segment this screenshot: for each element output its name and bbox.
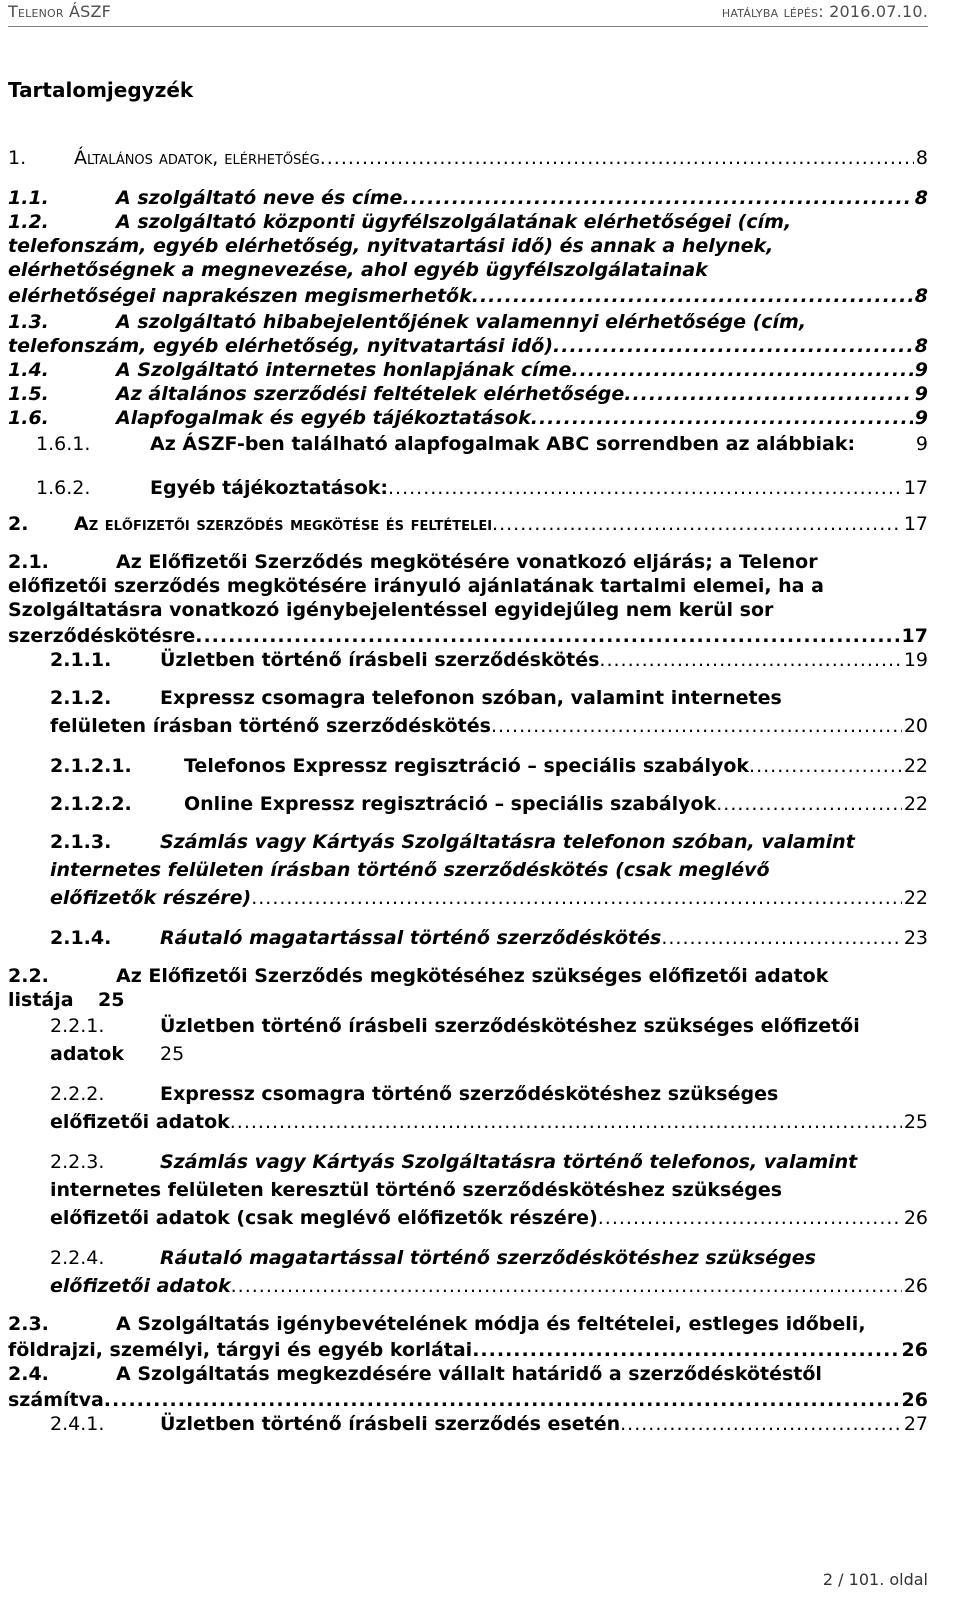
toc-entry-1-4[interactable]: 1.4. A Szolgáltató internetes honlapjának címe ..... 9 bbox=[8, 358, 928, 383]
toc-title: Tartalomjegyzék bbox=[8, 78, 194, 102]
toc-entry-2-4-1[interactable]: 2.4.1. Üzletben történő írásbeli szerződés esetén ..... 27 bbox=[50, 1412, 928, 1437]
toc-entry-2[interactable]: 2. Az előfizetői szerződés megkötése és feltételei ..... 17 bbox=[8, 512, 928, 537]
toc-entry-1-1[interactable]: 1.1. A szolgáltató neve és címe ..... 8 bbox=[8, 186, 928, 211]
toc-entry-1[interactable]: 1. Általános adatok, elérhetőség ..... 8 bbox=[8, 146, 928, 171]
toc-entry-2-1-4[interactable]: 2.1.4. Ráutaló magatartással történő szerződéskötés ..... 23 bbox=[50, 926, 928, 951]
header-rule bbox=[8, 26, 928, 27]
toc-entry-1-6-2[interactable]: 1.6.2. Egyéb tájékoztatások: ..... 17 bbox=[36, 476, 928, 501]
header-right: hatályba lépés: 2016.07.10. bbox=[721, 2, 928, 21]
header-left: Telenor ÁSZF bbox=[8, 2, 112, 21]
page-number: 2 / 101. oldal bbox=[822, 1570, 928, 1589]
toc-entry-1-5[interactable]: 1.5. Az általános szerződési feltételek elérhetősége ..... 9 bbox=[8, 382, 928, 407]
toc-entry-2-1-2-2[interactable]: 2.1.2.2. Online Expressz regisztráció – speciális szabályok ..... 22 bbox=[50, 792, 928, 817]
toc-entry-1-6-1[interactable]: 1.6.1. Az ÁSZF-ben található alapfogalmak ABC sorrendben az alábbiak: 9 bbox=[36, 433, 928, 455]
toc-entry-2-1-2-1[interactable]: 2.1.2.1. Telefonos Expressz regisztráció – speciális szabályok ..... 22 bbox=[50, 754, 928, 779]
toc-entry-1-6[interactable]: 1.6. Alapfogalmak és egyéb tájékoztatások ..... 9 bbox=[8, 406, 928, 431]
toc-entry-2-1-1[interactable]: 2.1.1. Üzletben történő írásbeli szerződéskötés ..... 19 bbox=[50, 648, 928, 673]
